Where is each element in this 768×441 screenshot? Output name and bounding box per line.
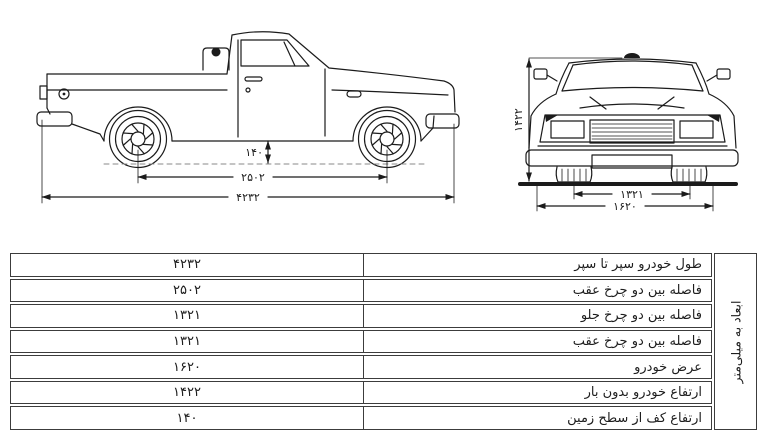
- table-row: [10, 330, 712, 354]
- front-bumper: [526, 150, 738, 168]
- overall-height-dimension-label: ۱۴۲۲: [512, 108, 525, 132]
- right-headlight: [680, 121, 713, 138]
- dimensions-table-rows: [10, 253, 712, 430]
- table-row: [10, 253, 712, 277]
- cab-door-and-window: [238, 40, 325, 137]
- floor-height-dimension: [245, 141, 268, 163]
- grille: [590, 120, 674, 143]
- pickup-front-view: [512, 53, 738, 213]
- dimension-value: ۱۳۲۱: [11, 331, 364, 353]
- pickup-side-view: [37, 32, 459, 204]
- front-track-dimension: [574, 184, 690, 201]
- right-mirror: [707, 69, 730, 81]
- front-left-tire: [556, 167, 592, 182]
- dimension-value: ۱۴۲۲: [11, 382, 364, 404]
- floor-height-dimension-label: ۱۴۰: [245, 146, 263, 159]
- front-right-tire: [671, 167, 707, 182]
- table-row: [10, 381, 712, 405]
- front-band: [540, 115, 725, 143]
- dimensions-table: [10, 253, 757, 430]
- dimension-label: طول خودرو سپر تا سپر: [574, 257, 702, 273]
- taillight: [40, 86, 47, 99]
- side-marker-lamp: [347, 91, 361, 97]
- dimension-label: ارتفاع خودرو بدون بار: [584, 385, 702, 401]
- bed-filler-housing: [203, 48, 229, 71]
- dimension-label: فاصله بین دو چرخ جلو: [580, 308, 702, 324]
- left-mirror: [534, 69, 557, 81]
- dimension-label: فاصله بین دو چرخ عقب: [572, 334, 702, 350]
- units-side-header: ابعاد به میلی‌متر: [728, 300, 743, 383]
- left-headlight: [551, 121, 584, 138]
- table-row: [10, 406, 712, 430]
- dimension-value: ۱۴۰: [11, 407, 364, 429]
- hood-front-edge: [580, 104, 684, 108]
- door-lock: [246, 88, 250, 92]
- wheelbase-dimension-label: ۲۵۰۲: [241, 171, 265, 184]
- windshield: [562, 61, 703, 91]
- dimension-label: عرض خودرو: [634, 359, 702, 375]
- hood-crease-left: [590, 97, 606, 109]
- dimension-label: فاصله بین دو چرخ عقب: [572, 282, 702, 298]
- table-row: [10, 279, 712, 303]
- front-track-dimension-label: ۱۳۲۱: [620, 188, 644, 201]
- overall-length-dimension-label: ۴۲۳۲: [236, 191, 260, 204]
- table-row: [10, 304, 712, 328]
- table-row: [10, 355, 712, 379]
- door-handle: [245, 77, 262, 81]
- fuel-cap-center: [63, 93, 66, 96]
- dimension-label: ارتفاع کف از سطح زمین: [567, 410, 702, 426]
- dimension-value: ۲۵۰۲: [11, 280, 364, 302]
- dimension-value: ۱۳۲۱: [11, 305, 364, 327]
- units-side-header-cell: [714, 253, 757, 430]
- roof-badge: [624, 53, 640, 58]
- dimension-value: ۴۲۳۲: [11, 254, 364, 276]
- dimension-value: ۱۶۲۰: [11, 356, 364, 378]
- hood-crease-right: [658, 97, 674, 109]
- overall-width-dimension-label: ۱۶۲۰: [613, 200, 637, 213]
